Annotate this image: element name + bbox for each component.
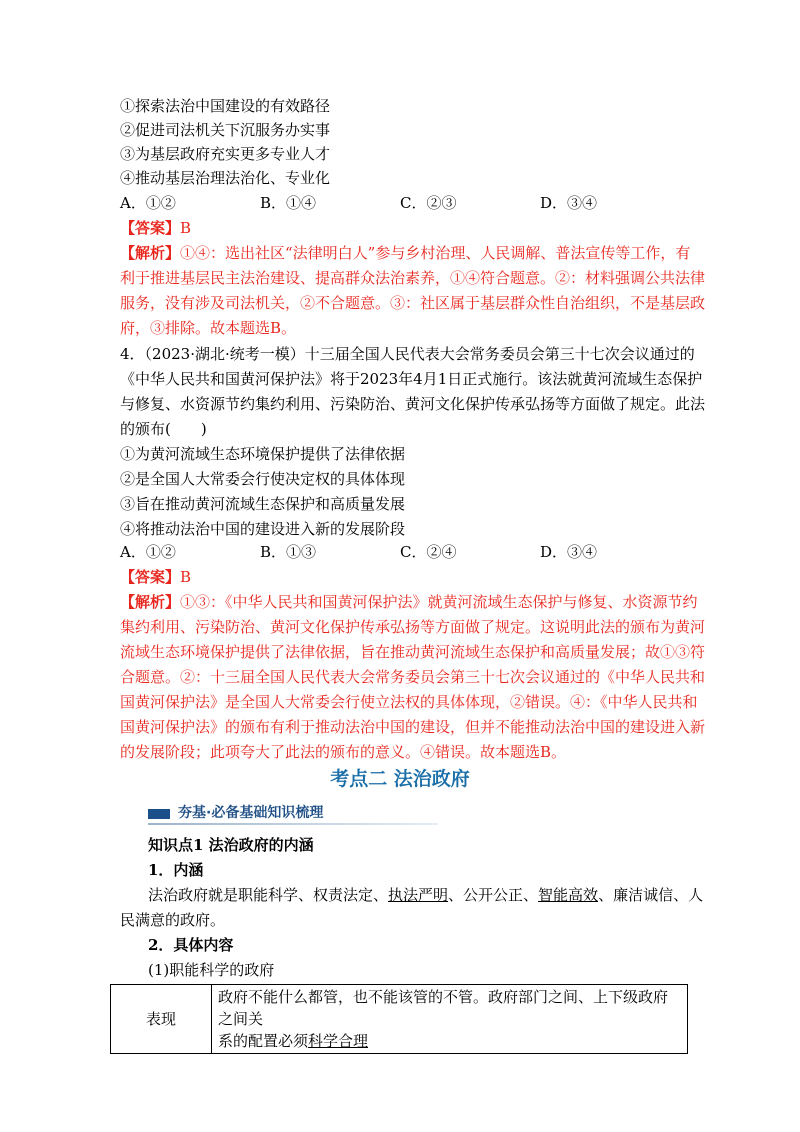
content-table [110,984,688,1054]
q4-item-2: ②是全国人大常委会行使决定权的具体体现 [120,470,406,488]
q4-analysis-line-7: 的发展阶段；此项夸大了此法的颁布的意义。④错误。故本题选B。 [120,743,567,761]
q4-analysis-line-3: 流域生态环境保护提供了法律依据，旨在推动黄河流域生态保护和高质量发展；故①③符 [120,643,706,661]
q3-option-b: B．①④ [260,194,317,212]
q3-item-2: ②促进司法机关下沉服务办实事 [120,121,331,139]
section-title: 考点二 法治政府 [330,768,470,790]
underlined-term: 执法严明 [388,886,449,904]
q4-item-3: ③旨在推动黄河流域生态保护和高质量发展 [120,495,406,513]
q4-analysis-line-6: 国黄河保护法》的颁布有利于推动法治中国的建设，但并不能推动法治中国的建设进入新 [120,718,706,736]
q3-option-d: D．③④ [540,194,598,212]
sub-heading-1: (1)职能科学的政府 [148,961,275,979]
table-cell-text: 系的配置必须 [218,1032,309,1050]
q3-option-a: A．①② [120,194,176,212]
underlined-term: 智能高效 [538,886,599,904]
q3-analysis-line-2: 利于推进基层民主法治建设、提高群众法治素养，①④符合题意。②：材料强调公共法律 [120,269,706,287]
q4-stem-line-4: 的颁布( ) [120,420,207,438]
q4-option-c: C．②④ [400,543,457,561]
q4-stem-line-1: 4．（2023·湖北·统考一模）十三届全国人民代表大会常务委员会第三十七次会议通过的 [120,345,695,363]
q4-analysis-line-5: 国黄河保护法》是全国人大常委会行使立法权的具体体现，②错误。④：《中华人民共和 [120,693,698,711]
q4-answer [120,566,191,588]
q3-item-4: ④推动基层治理法治化、专业化 [120,169,331,187]
definition-text: 、廉洁诚信、人 [598,886,704,904]
banner-bar [148,809,170,819]
q3-analysis-line-3: 服务，没有涉及司法机关，②不合题意。③：社区属于基层群众性自治组织，不是基层政 [120,294,706,312]
q3-item-3: ③为基层政府充实更多专业人才 [120,145,331,163]
q4-stem-line-2: 《中华人民共和国黄河保护法》将于2023年4月1日正式施行。该法就黄河流域生态保护 [120,370,703,388]
q3-answer [120,217,191,239]
table-cell [212,985,688,1054]
q3-item-1: ①探索法治中国建设的有效路径 [120,97,331,115]
section-banner [148,800,438,826]
q4-item-4: ④将推动法治中国的建设进入新的发展阶段 [120,520,406,538]
q4-analysis-line-1 [120,591,698,613]
q4-item-1: ①为黄河流域生态环境保护提供了法律依据 [120,445,406,463]
q4-stem-line-3: 与修复、水资源节约集约利用、污染防治、黄河文化保护传承弘扬等方面做了规定。此法 [120,395,706,413]
answer-value: B [180,568,192,586]
table-cell-line-1: 政府不能什么都管，也不能该管的不管。政府部门之间、上下级政府之间关 [218,988,669,1028]
heading-1: 1．内涵 [148,861,204,879]
q4-option-a: A．①② [120,543,176,561]
table-row [111,985,688,1054]
q3-analysis-line-1 [120,242,690,264]
banner-underline [148,823,438,825]
q3-analysis-line-4: 府，③排除。故本题选B。 [120,319,297,337]
definition-text: 法治政府就是职能科学、权责法定、 [148,886,389,904]
banner-text: 夯基·必备基础知识梳理 [178,805,324,821]
heading-2: 2．具体内容 [148,936,234,954]
analysis-label: 【解析】 [120,244,181,262]
q4-analysis-line-4: 合题意。②：十三届全国人民代表大会常务委员会第三十七次会议通过的《中华人民共和 [120,668,706,686]
q3-option-c: C．②③ [400,194,457,212]
answer-value: B [180,219,192,237]
definition-line-2: 民满意的政府。 [120,911,226,929]
q4-option-d: D．③④ [540,543,598,561]
analysis-text: ①③：《中华人民共和国黄河保护法》就黄河流域生态保护与修复、水资源节约 [180,593,698,611]
analysis-label: 【解析】 [120,593,181,611]
q4-option-b: B．①③ [260,543,317,561]
answer-label: 【答案】 [120,568,181,586]
definition-text: 、公开公正、 [448,886,539,904]
analysis-text: ①④：选出社区“法律明白人”参与乡村治理、人民调解、普法宣传等工作，有 [180,244,691,262]
answer-label: 【答案】 [120,219,181,237]
table-row-label: 表现 [111,985,212,1054]
underlined-term: 科学合理 [308,1032,369,1050]
kp1-title: 知识点1 法治政府的内涵 [148,836,314,854]
q4-analysis-line-2: 集约利用、污染防治、黄河文化保护传承弘扬等方面做了规定。这说明此法的颁布为黄河 [120,618,706,636]
table-cell-line-2 [218,1030,681,1052]
definition-line-1 [148,884,703,906]
